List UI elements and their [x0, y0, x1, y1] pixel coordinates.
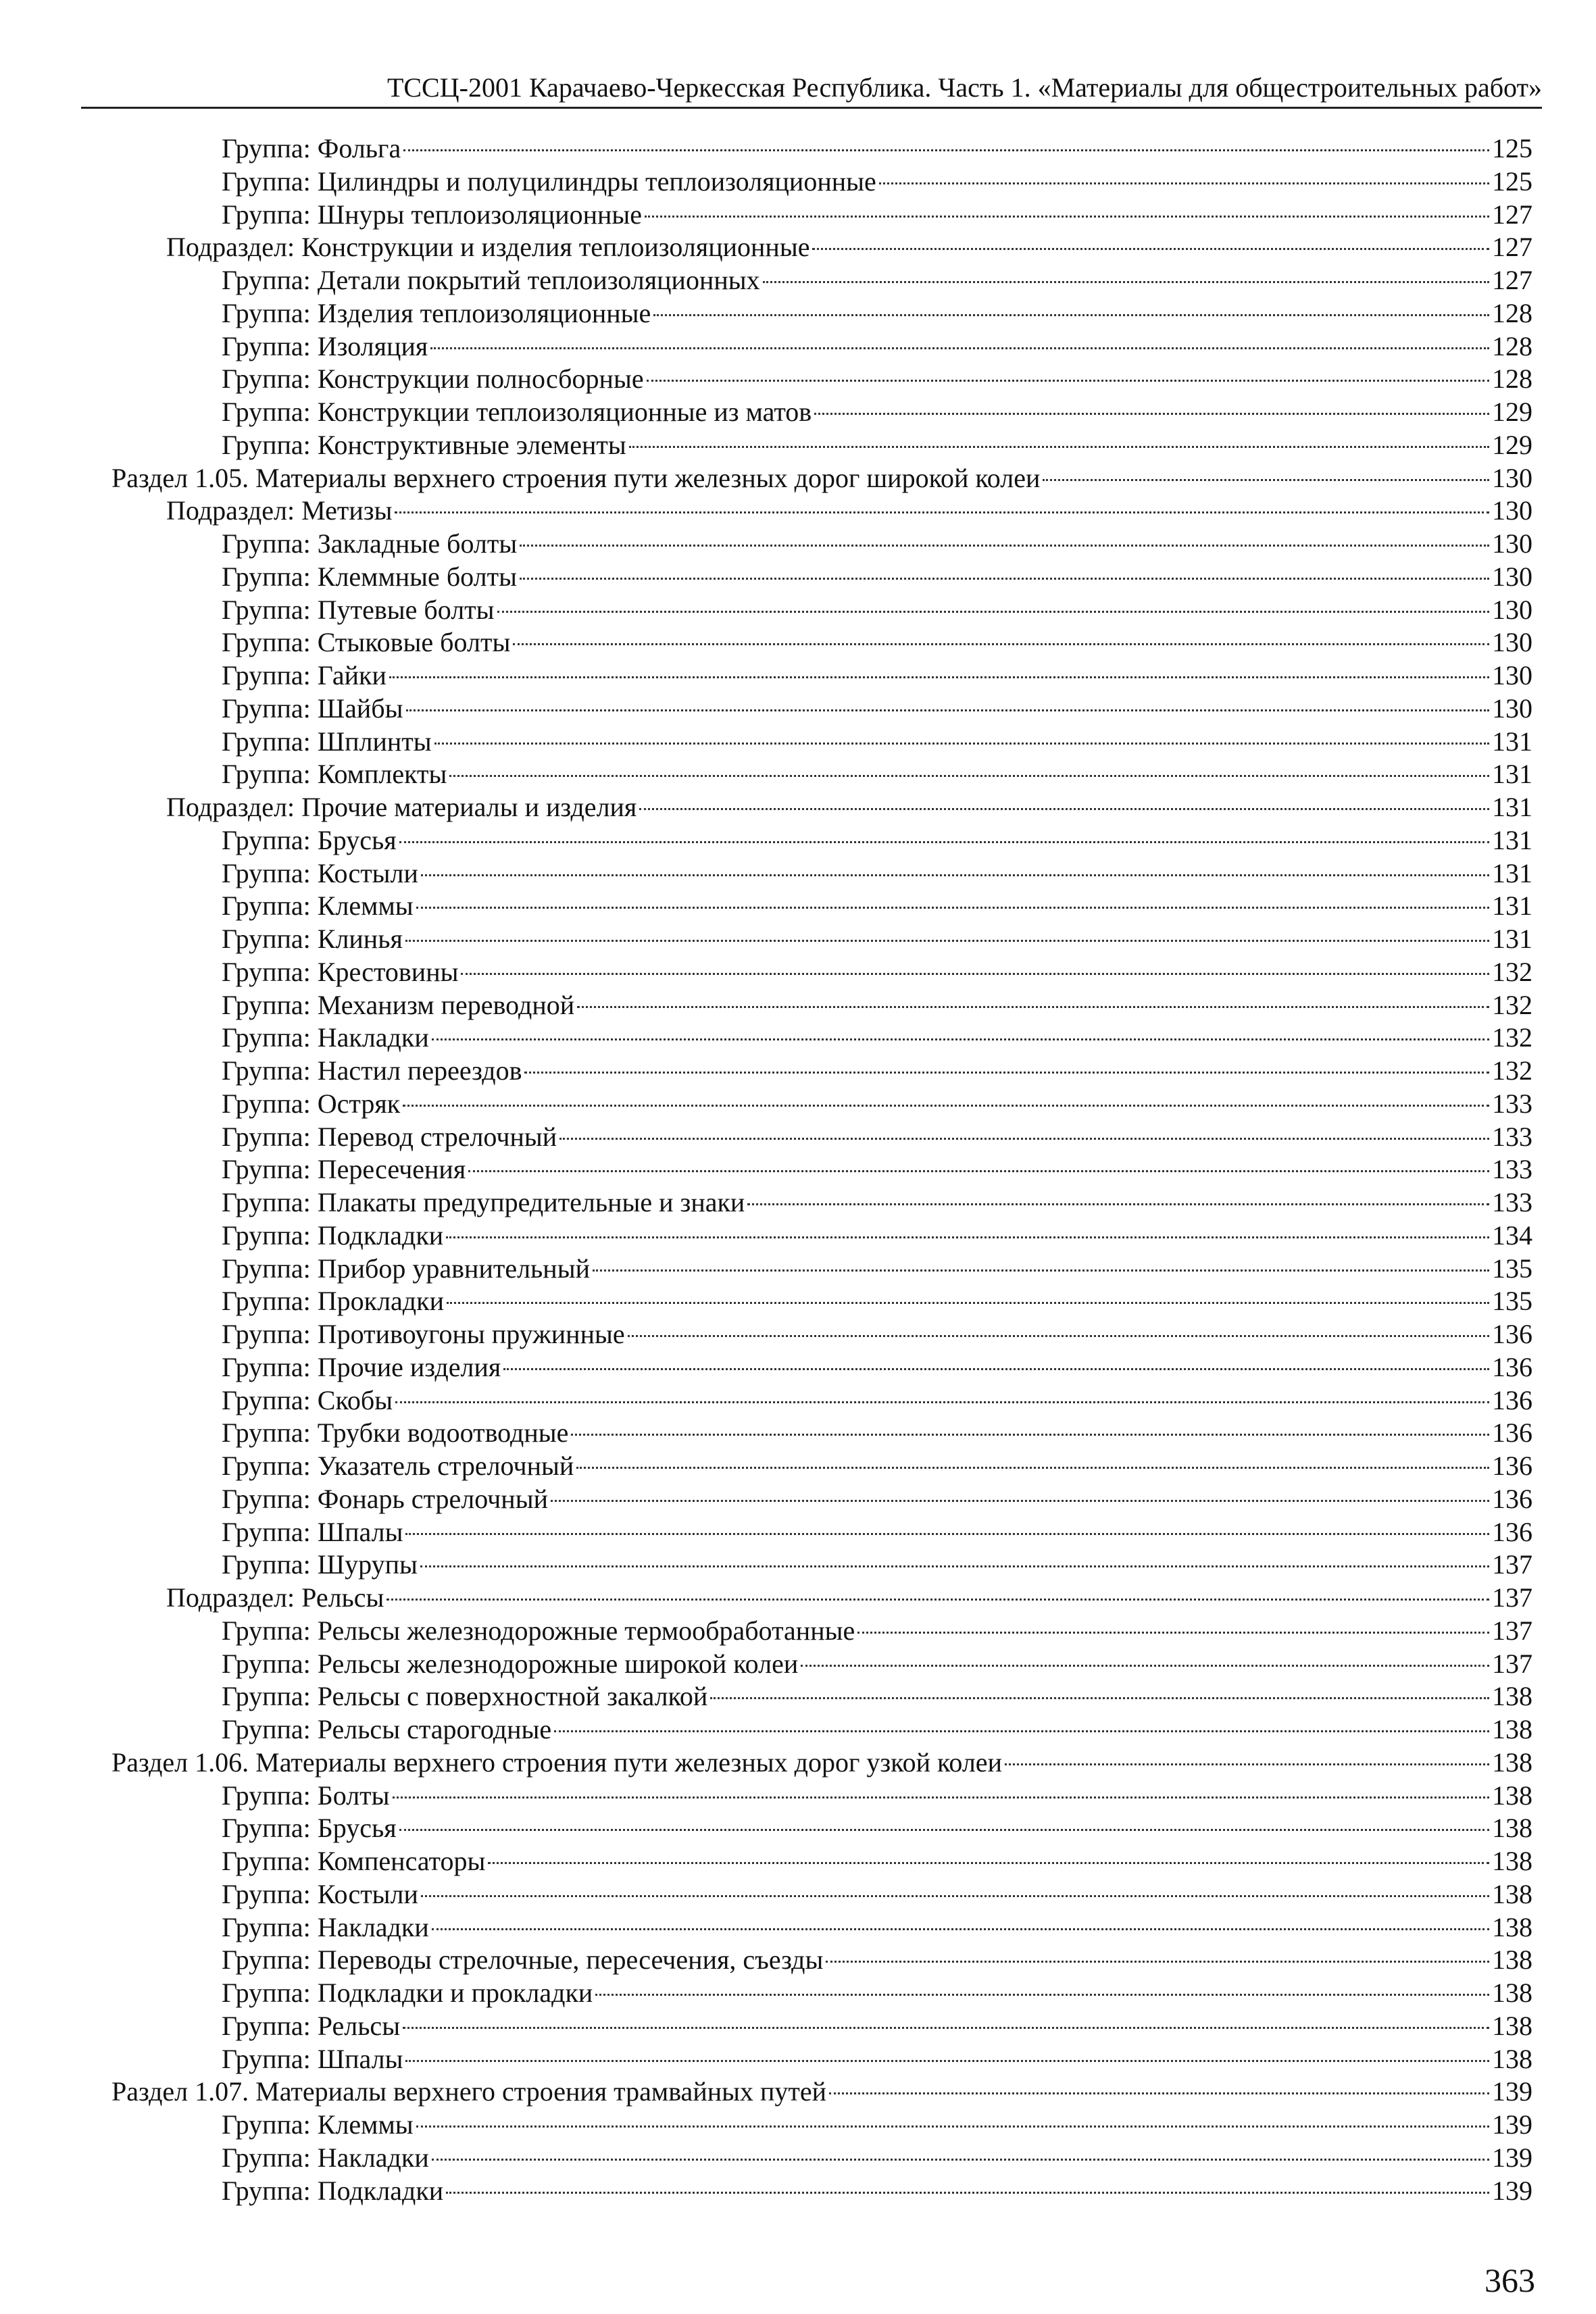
toc-entry-page: 129 — [1492, 397, 1532, 427]
dot-leader — [629, 446, 1489, 448]
toc-entry-label: Группа: Рельсы старогодные — [222, 1714, 552, 1744]
toc-group-entry[interactable] — [0, 1186, 1532, 1219]
toc-entry-page: 127 — [1492, 199, 1532, 230]
toc-group-entry[interactable] — [0, 1055, 1532, 1088]
dot-leader — [879, 182, 1489, 184]
toc-group-entry[interactable] — [0, 594, 1532, 627]
toc-entry-label: Группа: Скобы — [222, 1384, 393, 1415]
toc-entry-label: Группа: Конструктивные элементы — [222, 429, 626, 460]
toc-entry-page: 132 — [1492, 956, 1532, 987]
toc-group-entry[interactable] — [0, 132, 1532, 166]
dot-leader — [446, 2192, 1489, 2194]
dot-leader — [461, 973, 1489, 975]
toc-entry-page: 136 — [1492, 1516, 1532, 1547]
toc-entry-label: Группа: Конструкции теплоизоляционные из матов — [222, 397, 812, 427]
dot-leader — [395, 511, 1489, 513]
dot-leader — [857, 1632, 1489, 1634]
toc-entry-page: 138 — [1492, 1746, 1532, 1778]
dot-leader — [647, 380, 1489, 382]
dot-leader — [577, 1006, 1489, 1008]
dot-leader — [639, 808, 1489, 810]
toc-group-entry[interactable] — [0, 726, 1532, 759]
toc-group-entry[interactable] — [0, 429, 1532, 462]
toc-group-entry[interactable] — [0, 1780, 1532, 1813]
toc-entry-label: Группа: Подкладки — [222, 1219, 444, 1251]
toc-entry-label: Группа: Болты — [222, 1780, 390, 1811]
toc-entry-page: 130 — [1492, 495, 1532, 526]
toc-group-entry[interactable] — [0, 1450, 1532, 1483]
toc-entry-label: Группа: Прибор уравнительный — [222, 1253, 590, 1284]
dot-leader — [447, 1302, 1489, 1304]
dot-leader — [393, 1796, 1489, 1799]
toc-group-entry[interactable] — [0, 1384, 1532, 1417]
toc-entry-label: Группа: Закладные болты — [222, 528, 518, 559]
toc-entry-label: Подраздел: Рельсы — [166, 1582, 384, 1613]
dot-leader — [595, 1994, 1489, 1996]
toc-entry-label: Группа: Рельсы железнодорожные термообработанные — [222, 1615, 855, 1646]
toc-group-entry[interactable] — [0, 824, 1532, 857]
toc-group-entry[interactable] — [0, 2109, 1532, 2142]
dot-leader — [554, 1730, 1489, 1732]
dot-leader — [571, 1434, 1489, 1436]
toc-group-entry[interactable] — [0, 1153, 1532, 1186]
dot-leader — [645, 216, 1489, 218]
toc-entry-label: Раздел 1.07. Материалы верхнего строения трамвайных путей — [111, 2076, 827, 2107]
header-title: ТССЦ-2001 Карачаево-Черкесская Республика. Часть 1. «Материалы для общестроительных работ» — [386, 72, 1542, 103]
toc-entry-label: Группа: Костыли — [222, 1878, 418, 1909]
toc-group-entry[interactable] — [0, 1911, 1532, 1944]
toc-group-entry[interactable] — [0, 1680, 1532, 1713]
toc-section-entry[interactable] — [0, 1746, 1532, 1780]
toc-entry-label: Подраздел: Прочие материалы и изделия — [166, 792, 637, 822]
toc-entry-label: Группа: Рельсы железнодорожные широкой колеи — [222, 1648, 799, 1679]
toc-entry-page: 139 — [1492, 2076, 1532, 2107]
toc-group-entry[interactable] — [0, 1944, 1532, 1977]
toc-group-entry[interactable] — [0, 1812, 1532, 1845]
toc-entry-page: 136 — [1492, 1351, 1532, 1382]
toc-group-entry[interactable] — [0, 989, 1532, 1022]
toc-entry-page: 138 — [1492, 1780, 1532, 1811]
dot-leader — [446, 1236, 1489, 1238]
toc-group-entry[interactable] — [0, 659, 1532, 693]
toc-entry-page: 133 — [1492, 1121, 1532, 1152]
table-of-contents — [0, 132, 1532, 2207]
dot-leader — [430, 347, 1489, 349]
toc-entry-page: 125 — [1492, 133, 1532, 164]
toc-entry-label: Группа: Крестовины — [222, 956, 459, 987]
toc-entry-page: 125 — [1492, 166, 1532, 197]
toc-entry-page: 130 — [1492, 528, 1532, 559]
toc-entry-page: 132 — [1492, 1055, 1532, 1086]
toc-group-entry[interactable] — [0, 758, 1532, 791]
dot-leader — [576, 1467, 1489, 1469]
toc-group-entry[interactable] — [0, 1285, 1532, 1318]
toc-group-entry[interactable] — [0, 1713, 1532, 1746]
toc-entry-label: Раздел 1.06. Материалы верхнего строения пути железных дорог узкой колеи — [111, 1746, 1002, 1778]
dot-leader — [399, 841, 1489, 843]
toc-entry-page: 138 — [1492, 1846, 1532, 1876]
toc-section-entry[interactable] — [0, 462, 1532, 495]
dot-leader — [593, 1269, 1489, 1272]
toc-group-entry[interactable] — [0, 1648, 1532, 1681]
toc-entry-page: 138 — [1492, 1681, 1532, 1712]
dot-leader — [421, 1895, 1489, 1897]
toc-subsection-entry[interactable] — [0, 231, 1532, 264]
dot-leader — [432, 1928, 1489, 1930]
toc-group-entry[interactable] — [0, 923, 1532, 956]
toc-entry-page: 131 — [1492, 792, 1532, 822]
dot-leader — [829, 2092, 1489, 2094]
toc-entry-label: Группа: Путевые болты — [222, 594, 495, 625]
toc-entry-label: Группа: Накладки — [222, 1022, 429, 1053]
dot-leader — [389, 676, 1489, 678]
dot-leader — [405, 1533, 1489, 1535]
toc-entry-label: Группа: Брусья — [222, 824, 397, 855]
toc-entry-page: 138 — [1492, 2043, 1532, 2074]
dot-leader — [468, 1170, 1489, 1172]
toc-group-entry[interactable] — [0, 1121, 1532, 1154]
dot-leader — [434, 743, 1489, 745]
toc-entry-page: 138 — [1492, 1878, 1532, 1909]
toc-group-entry[interactable] — [0, 1351, 1532, 1384]
toc-group-entry[interactable] — [0, 1549, 1532, 1582]
toc-group-entry[interactable] — [0, 199, 1532, 232]
toc-entry-label: Группа: Фонарь стрелочный — [222, 1483, 548, 1514]
toc-entry-label: Группа: Подкладки — [222, 2175, 444, 2206]
toc-group-entry[interactable] — [0, 1417, 1532, 1450]
dot-leader — [399, 1829, 1489, 1831]
toc-subsection-entry[interactable] — [0, 1582, 1532, 1615]
toc-entry-label: Группа: Накладки — [222, 1911, 429, 1942]
toc-group-entry[interactable] — [0, 1878, 1532, 1911]
toc-entry-page: 130 — [1492, 660, 1532, 690]
toc-group-entry[interactable] — [0, 1516, 1532, 1549]
toc-group-entry[interactable] — [0, 363, 1532, 396]
dot-leader — [488, 1862, 1489, 1864]
toc-entry-label: Группа: Клеммные болты — [222, 561, 517, 592]
dot-leader — [801, 1665, 1489, 1667]
toc-group-entry[interactable] — [0, 2043, 1532, 2076]
dot-leader — [416, 2126, 1489, 2128]
dot-leader — [420, 1565, 1489, 1567]
toc-entry-page: 139 — [1492, 2175, 1532, 2206]
toc-section-entry[interactable] — [0, 2076, 1532, 2109]
toc-entry-label: Группа: Прочие изделия — [222, 1351, 501, 1382]
toc-entry-label: Группа: Изделия теплоизоляционные — [222, 297, 651, 328]
toc-entry-page: 136 — [1492, 1319, 1532, 1349]
dot-leader — [405, 2060, 1489, 2062]
toc-entry-page: 131 — [1492, 759, 1532, 790]
dot-leader — [814, 413, 1489, 415]
toc-group-entry[interactable] — [0, 2010, 1532, 2043]
toc-entry-page: 128 — [1492, 330, 1532, 361]
toc-entry-page: 131 — [1492, 726, 1532, 757]
dot-leader — [551, 1500, 1489, 1502]
toc-entry-label: Подраздел: Метизы — [166, 495, 393, 526]
toc-group-entry[interactable] — [0, 890, 1532, 923]
toc-entry-label: Группа: Клеммы — [222, 890, 414, 922]
toc-entry-label: Группа: Шурупы — [222, 1549, 418, 1580]
toc-entry-label: Группа: Клеммы — [222, 2109, 414, 2140]
dot-leader — [449, 775, 1489, 777]
toc-entry-label: Группа: Изоляция — [222, 330, 428, 361]
toc-group-entry[interactable] — [0, 330, 1532, 363]
toc-entry-page: 133 — [1492, 1154, 1532, 1185]
toc-group-entry[interactable] — [0, 2175, 1532, 2208]
dot-leader — [763, 281, 1489, 283]
dot-leader — [524, 1072, 1489, 1074]
toc-entry-label: Группа: Шнуры теплоизоляционные — [222, 199, 643, 230]
toc-entry-label: Группа: Цилиндры и полуцилиндры теплоизоляционные — [222, 166, 876, 197]
toc-entry-page: 132 — [1492, 1022, 1532, 1053]
toc-entry-page: 138 — [1492, 1978, 1532, 2008]
toc-entry-label: Группа: Накладки — [222, 2142, 429, 2173]
toc-entry-page: 134 — [1492, 1219, 1532, 1251]
toc-entry-page: 136 — [1492, 1451, 1532, 1481]
toc-entry-page: 127 — [1492, 265, 1532, 295]
dot-leader — [395, 1401, 1489, 1403]
dot-leader — [520, 578, 1489, 580]
toc-subsection-entry[interactable] — [0, 791, 1532, 824]
toc-entry-page: 130 — [1492, 693, 1532, 724]
toc-entry-page: 133 — [1492, 1088, 1532, 1119]
toc-entry-page: 131 — [1492, 924, 1532, 954]
toc-entry-label: Группа: Шпалы — [222, 1516, 403, 1547]
toc-entry-label: Группа: Шпалы — [222, 2043, 403, 2074]
dot-leader — [520, 545, 1489, 547]
toc-group-entry[interactable] — [0, 297, 1532, 330]
toc-entry-label: Группа: Плакаты предупредительные и знаки — [222, 1187, 745, 1217]
toc-group-entry[interactable] — [0, 857, 1532, 890]
toc-entry-page: 133 — [1492, 1187, 1532, 1217]
dot-leader — [812, 248, 1489, 250]
dot-leader — [416, 907, 1489, 909]
toc-group-entry[interactable] — [0, 2142, 1532, 2175]
toc-entry-page: 131 — [1492, 857, 1532, 888]
toc-entry-label: Подраздел: Конструкции и изделия теплоизоляционные — [166, 232, 810, 263]
toc-entry-page: 138 — [1492, 1714, 1532, 1744]
toc-entry-page: 130 — [1492, 627, 1532, 658]
toc-group-entry[interactable] — [0, 264, 1532, 297]
dot-leader — [403, 149, 1489, 151]
toc-entry-page: 137 — [1492, 1549, 1532, 1580]
toc-entry-label: Группа: Конструкции полносборные — [222, 363, 644, 395]
toc-subsection-entry[interactable] — [0, 495, 1532, 528]
toc-group-entry[interactable] — [0, 626, 1532, 659]
dot-leader — [710, 1697, 1489, 1699]
toc-entry-label: Группа: Механизм переводной — [222, 989, 575, 1020]
toc-entry-label: Группа: Комплекты — [222, 759, 447, 790]
toc-entry-label: Группа: Компенсаторы — [222, 1846, 486, 1876]
toc-entry-page: 138 — [1492, 1944, 1532, 1976]
toc-entry-label: Группа: Фольга — [222, 133, 401, 164]
dot-leader — [432, 1038, 1489, 1040]
toc-entry-page: 130 — [1492, 594, 1532, 625]
dot-leader — [503, 1368, 1489, 1370]
toc-entry-label: Группа: Подкладки и прокладки — [222, 1978, 593, 2008]
dot-leader — [559, 1138, 1489, 1140]
dot-leader — [405, 940, 1489, 942]
toc-entry-page: 131 — [1492, 824, 1532, 855]
toc-entry-page: 128 — [1492, 363, 1532, 395]
dot-leader — [386, 1599, 1489, 1601]
toc-entry-page: 137 — [1492, 1582, 1532, 1613]
toc-group-entry[interactable] — [0, 1845, 1532, 1878]
toc-group-entry[interactable] — [0, 1022, 1532, 1055]
toc-entry-label: Группа: Костыли — [222, 857, 418, 888]
dot-leader — [826, 1961, 1489, 1963]
dot-leader — [432, 2159, 1489, 2161]
toc-entry-page: 135 — [1492, 1286, 1532, 1317]
toc-entry-label: Группа: Трубки водоотводные — [222, 1417, 569, 1449]
toc-entry-page: 130 — [1492, 561, 1532, 592]
toc-group-entry[interactable] — [0, 1253, 1532, 1286]
toc-group-entry[interactable] — [0, 1483, 1532, 1516]
toc-entry-page: 130 — [1492, 462, 1532, 493]
toc-group-entry[interactable] — [0, 1615, 1532, 1648]
toc-group-entry[interactable] — [0, 1219, 1532, 1253]
toc-entry-label: Группа: Остряк — [222, 1088, 401, 1119]
toc-entry-page: 132 — [1492, 989, 1532, 1020]
dot-leader — [497, 611, 1489, 613]
toc-entry-page: 137 — [1492, 1615, 1532, 1646]
toc-entry-page: 127 — [1492, 232, 1532, 263]
toc-entry-label: Группа: Переводы стрелочные, пересечения, съезды — [222, 1944, 824, 1976]
toc-entry-label: Группа: Шплинты — [222, 726, 432, 757]
toc-entry-page: 139 — [1492, 2109, 1532, 2140]
toc-entry-page: 138 — [1492, 2010, 1532, 2041]
toc-entry-page: 138 — [1492, 1813, 1532, 1844]
toc-group-entry[interactable] — [0, 1088, 1532, 1121]
dot-leader — [406, 709, 1490, 711]
dot-leader — [1043, 479, 1489, 481]
toc-entry-page: 136 — [1492, 1483, 1532, 1514]
toc-entry-page: 131 — [1492, 890, 1532, 922]
toc-entry-label: Группа: Детали покрытий теплоизоляционных — [222, 265, 760, 295]
toc-entry-page: 137 — [1492, 1648, 1532, 1679]
dot-leader — [628, 1335, 1489, 1337]
dot-leader — [403, 2027, 1489, 2029]
toc-entry-label: Группа: Клинья — [222, 924, 403, 954]
toc-entry-page: 138 — [1492, 1911, 1532, 1942]
toc-entry-page: 129 — [1492, 429, 1532, 460]
toc-group-entry[interactable] — [0, 693, 1532, 726]
dot-leader — [1005, 1763, 1489, 1765]
page-number: 363 — [1485, 2261, 1535, 2299]
toc-entry-page: 139 — [1492, 2142, 1532, 2173]
dot-leader — [513, 643, 1489, 645]
toc-entry-label: Группа: Рельсы с поверхностной закалкой — [222, 1681, 708, 1712]
toc-group-entry[interactable] — [0, 1977, 1532, 2010]
toc-group-entry[interactable] — [0, 956, 1532, 989]
toc-entry-label: Группа: Перевод стрелочный — [222, 1121, 557, 1152]
toc-group-entry[interactable] — [0, 166, 1532, 199]
toc-entry-page: 136 — [1492, 1384, 1532, 1415]
toc-group-entry[interactable] — [0, 561, 1532, 594]
dot-leader — [421, 874, 1489, 876]
toc-entry-page: 136 — [1492, 1417, 1532, 1449]
toc-group-entry[interactable] — [0, 528, 1532, 561]
toc-group-entry[interactable] — [0, 396, 1532, 429]
toc-entry-label: Раздел 1.05. Материалы верхнего строения пути железных дорог широкой колеи — [111, 462, 1041, 493]
toc-entry-page: 135 — [1492, 1253, 1532, 1284]
dot-leader — [747, 1203, 1489, 1205]
toc-entry-label: Группа: Стыковые болты — [222, 627, 511, 658]
toc-entry-label: Группа: Пересечения — [222, 1154, 466, 1185]
toc-entry-label: Группа: Гайки — [222, 660, 386, 690]
toc-entry-page: 128 — [1492, 297, 1532, 328]
toc-entry-label: Группа: Противоугоны пружинные — [222, 1319, 625, 1349]
toc-entry-label: Группа: Прокладки — [222, 1286, 444, 1317]
dot-leader — [653, 314, 1489, 316]
toc-entry-label: Группа: Шайбы — [222, 693, 403, 724]
toc-entry-label: Группа: Рельсы — [222, 2010, 401, 2041]
toc-entry-label: Группа: Брусья — [222, 1813, 397, 1844]
running-header — [81, 68, 1542, 108]
header-rule — [81, 107, 1542, 109]
toc-entry-label: Группа: Настил переездов — [222, 1055, 522, 1086]
dot-leader — [403, 1105, 1489, 1107]
toc-group-entry[interactable] — [0, 1318, 1532, 1351]
toc-entry-label: Группа: Указатель стрелочный — [222, 1451, 574, 1481]
